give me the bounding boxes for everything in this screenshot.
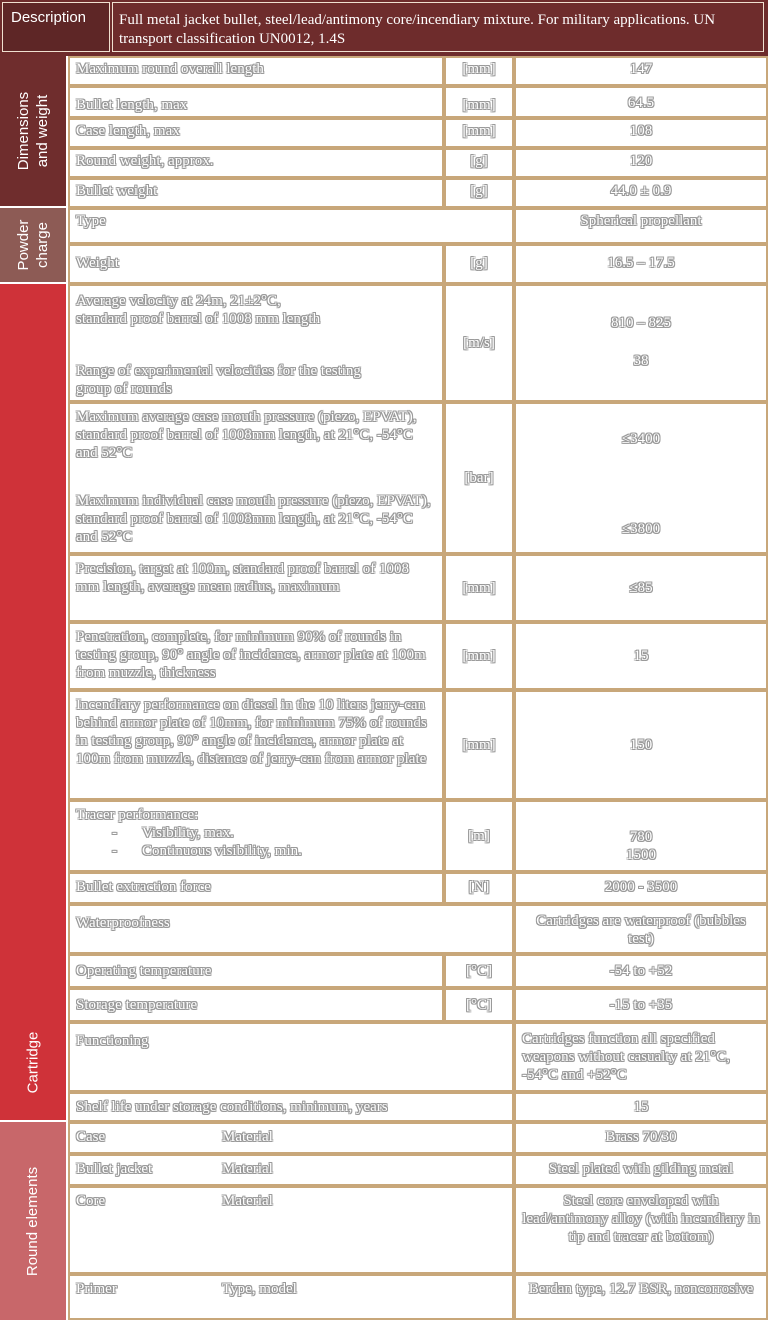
round-row-1 [68,1154,514,1186]
section-cartridge-label: Cartridge [24,1031,42,1093]
penetration-label: Penetration, complete, for minimum 90% of rounds in testing group, 90° angle of incidence, armor plate at 100m from muzzle, thickness [68,622,444,690]
dim-value-1: 64.5 [514,86,768,118]
dim-label-3: Round weight, approx. [68,148,444,178]
section-powder-label: Powder charge [15,219,51,271]
pressure-unit: [bar] [444,402,514,554]
tracer-value-2: 1500 [626,847,656,863]
description-label: Description [2,2,110,52]
operating-unit: [°C] [444,954,514,988]
round-prop-0: Material [222,1129,273,1145]
velocity-label-line-2: standard proof barrel of 1008 mm length [76,311,321,327]
dim-unit-4: [g] [444,178,514,208]
shelf-value: 15 [514,1092,768,1122]
dim-unit-2: [mm] [444,118,514,148]
precision-label: Precision, target at 100m, standard proof barrel of 1008 mm length, average mean radius, maximum [68,554,444,622]
range-value: 38 [633,353,649,369]
dim-label-4: Bullet weight [68,178,444,208]
dim-value-0: 147 [514,56,768,86]
tracer-label [68,800,444,872]
velocity-values [514,284,768,402]
powder-weight-unit: [g] [444,244,514,284]
functioning-value: Cartridges function all specified weapons without casualty at 21°C, -54°C and +52°C [514,1022,768,1092]
pressure-values [514,402,768,554]
section-dimensions [0,56,66,208]
powder-weight-label: Weight [68,244,444,284]
dim-unit-1: [mm] [444,86,514,118]
dim-unit-3: [g] [444,148,514,178]
round-row-0 [68,1122,514,1154]
round-value-3: Berdan type, 12.7 BSR, noncorrosive [514,1274,768,1320]
pressure-label [68,402,444,554]
section-round-label: Round elements [24,1166,42,1276]
precision-value: ≤85 [514,554,768,622]
dim-value-4: 44.0 ± 0.9 [514,178,768,208]
tracer-item-2: - Continuous visibility, min. [112,843,302,859]
section-powder [0,208,66,284]
incendiary-unit: [mm] [444,690,514,800]
tracer-dash-2: - [112,843,117,859]
powder-type-value: Spherical propellant [514,208,768,244]
operating-label: Operating temperature [68,954,444,988]
extraction-unit: [N] [444,872,514,904]
round-value-0: Brass 70/30 [514,1122,768,1154]
round-value-1: Steel plated with gilding metal [514,1154,768,1186]
incendiary-label: Incendiary performance on diesel in the 10 liters jerry-can behind armor plate of 10mm, for minimum 75% of rounds in testing group, 90° angle of incidence, armor plate at 100m from muzzle, distance of jerry-can from armor plate [68,690,444,800]
dim-unit-0: [mm] [444,56,514,86]
description-text: Full metal jacket bullet, steel/lead/antimony core/incendiary mixture. For military applications. UN transport classification UN0012, 1.4S [112,2,764,52]
round-part-2: Core [76,1193,106,1209]
range-label-line-1: Range of experimental velocities for the testing [76,363,361,379]
dim-label-2: Case length, max [68,118,444,148]
description-row [0,0,768,56]
pressure-avg-label: Maximum average case mouth pressure (piezo, EPVAT), standard proof barrel of 1008mm length, at 21°C, -54°C and 52°C [76,409,417,461]
penetration-value: 15 [514,622,768,690]
storage-unit: [°C] [444,988,514,1022]
functioning-label: Functioning [68,1022,514,1092]
round-row-3 [68,1274,514,1320]
dim-label-0: Maximum round overall length [68,56,444,86]
pressure-ind-label: Maximum individual case mouth pressure (piezo, EPVAT), standard proof barrel of 1008mm length, at 21°C, -54°C and 52°C [76,493,431,545]
section-cartridge [0,284,66,1122]
tracer-unit: [m] [444,800,514,872]
storage-value: -15 to +35 [514,988,768,1022]
operating-value: -54 to +52 [514,954,768,988]
extraction-label: Bullet extraction force [68,872,444,904]
velocity-label-line-1: Average velocity at 24m, 21±2°C, [76,293,281,309]
velocity-label [68,284,444,402]
tracer-title: Tracer performance: [76,807,199,823]
round-value-2: Steel core enveloped with lead/antimony alloy (with incendiary in tip and tracer at bottom) [514,1186,768,1274]
dim-value-2: 108 [514,118,768,148]
dim-value-3: 120 [514,148,768,178]
penetration-unit: [mm] [444,622,514,690]
range-label-line-2: group of rounds [76,381,172,397]
waterproof-value: Cartridges are waterproof (bubbles test) [514,904,768,954]
storage-label: Storage temperature [68,988,444,1022]
tracer-item-1: - Visibility, max. [112,825,234,841]
tracer-values [514,800,768,872]
round-prop-3: Type, model [222,1281,297,1297]
tracer-value-1: 780 [629,829,653,845]
incendiary-value: 150 [514,690,768,800]
pressure-ind-value: ≤3800 [621,521,661,537]
section-round [0,1122,66,1320]
powder-type-label: Type [68,208,514,244]
shelf-label: Shelf life under storage conditions, minimum, years [68,1092,514,1122]
waterproof-label: Waterproofness [68,904,514,954]
round-prop-1: Material [222,1161,273,1177]
round-row-2 [68,1186,514,1274]
section-dimensions-label: Dimensions and weight [15,91,51,171]
round-prop-2: Material [222,1193,273,1209]
velocity-unit: [m/s] [444,284,514,402]
round-part-3: Primer [76,1281,117,1297]
velocity-value: 810 – 825 [611,315,671,331]
round-part-0: Case [76,1129,106,1145]
extraction-value: 2000 - 3500 [514,872,768,904]
dim-label-1: Bullet length, max [68,86,444,118]
powder-weight-value: 16.5 – 17.5 [514,244,768,284]
tracer-dash-1: - [112,825,117,841]
precision-unit: [mm] [444,554,514,622]
round-part-1: Bullet jacket [76,1161,153,1177]
pressure-avg-value: ≤3400 [621,431,661,447]
